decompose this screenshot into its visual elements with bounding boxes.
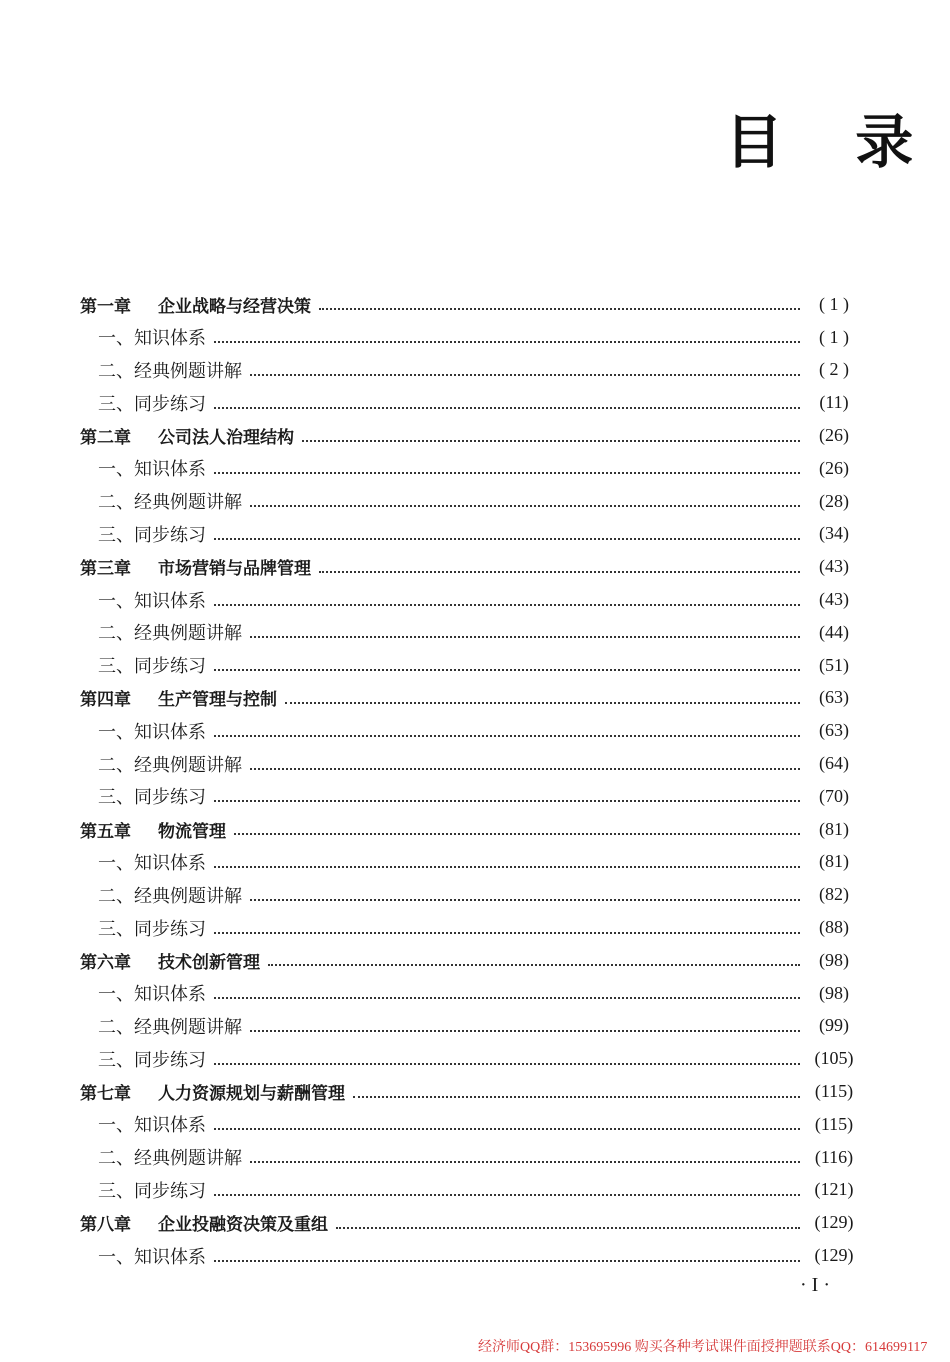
watermark-text: 经济师QQ群：153695996 购买各种考试课件面授押题联系QQ：614699117 — [478, 1340, 928, 1355]
section-title: 三、同步练习 — [98, 1180, 206, 1202]
toc-section-row[interactable] — [80, 518, 860, 551]
page-number: (64) — [819, 753, 849, 774]
page-number: (115) — [814, 1113, 854, 1134]
page-number: (82) — [819, 884, 849, 905]
dot-leader — [214, 997, 800, 999]
section-title: 三、同步练习 — [98, 918, 206, 940]
section-title: 一、知识体系 — [98, 1115, 206, 1137]
dot-leader — [214, 341, 800, 343]
chapter-title: 生产管理与控制 — [158, 690, 277, 711]
chapter-number: 第四章 — [80, 690, 131, 711]
page-number: (70) — [819, 785, 849, 806]
toc-section-row[interactable] — [80, 1239, 860, 1272]
chapter-title: 市场营销与品牌管理 — [158, 559, 311, 580]
toc-chapter-row[interactable] — [80, 419, 860, 452]
chapter-number: 第三章 — [80, 559, 131, 580]
page-number: (121) — [814, 1179, 854, 1200]
page-number: (63) — [819, 687, 849, 708]
toc-section-row[interactable] — [80, 780, 860, 813]
section-title: 二、经典例题讲解 — [98, 360, 242, 382]
dot-leader — [319, 308, 800, 310]
page-number: ( 2 ) — [819, 359, 849, 380]
toc-section-row[interactable] — [80, 649, 860, 682]
section-title: 一、知识体系 — [98, 721, 206, 743]
chapter-number: 第二章 — [80, 428, 131, 449]
toc-section-row[interactable] — [80, 583, 860, 616]
section-title: 三、同步练习 — [98, 1049, 206, 1071]
toc-chapter-row[interactable] — [80, 682, 860, 715]
page-number: (34) — [819, 523, 849, 544]
page-number: ( 1 ) — [819, 293, 849, 314]
chapter-title: 企业投融资决策及重组 — [158, 1215, 328, 1236]
dot-leader — [250, 1030, 800, 1032]
dot-leader — [250, 768, 800, 770]
toc-section-row[interactable] — [80, 485, 860, 518]
chapter-title: 企业战略与经营决策 — [158, 296, 311, 317]
page-number: (98) — [819, 982, 849, 1003]
page-number: (129) — [814, 1212, 854, 1233]
chapter-number: 第五章 — [80, 821, 131, 842]
toc-section-row[interactable] — [80, 1174, 860, 1207]
dot-leader — [214, 932, 800, 934]
page-number: (26) — [819, 425, 849, 446]
page-number: (81) — [819, 818, 849, 839]
section-title: 三、同步练习 — [98, 656, 206, 678]
toc-chapter-row[interactable] — [80, 288, 860, 321]
toc-chapter-row[interactable] — [80, 1206, 860, 1239]
page-number: (44) — [819, 621, 849, 642]
section-title: 二、经典例题讲解 — [98, 623, 242, 645]
page-number: (81) — [819, 851, 849, 872]
toc-section-row[interactable] — [80, 911, 860, 944]
chapter-title: 公司法人治理结构 — [158, 428, 294, 449]
page-number: (105) — [814, 1048, 854, 1069]
page-number: (98) — [819, 949, 849, 970]
toc-section-row[interactable] — [80, 452, 860, 485]
section-title: 三、同步练习 — [98, 787, 206, 809]
dot-leader — [302, 440, 800, 442]
dot-leader — [214, 472, 800, 474]
page-number: (11) — [819, 392, 849, 413]
chapter-title: 人力资源规划与薪酬管理 — [158, 1084, 345, 1105]
toc-section-row[interactable] — [80, 714, 860, 747]
page-number: (88) — [819, 917, 849, 938]
page-number: (99) — [819, 1015, 849, 1036]
page-number: (26) — [819, 457, 849, 478]
toc-title: 目 录 — [725, 108, 940, 176]
dot-leader — [214, 669, 800, 671]
toc-section-row[interactable] — [80, 386, 860, 419]
dot-leader — [214, 1063, 800, 1065]
toc-section-row[interactable] — [80, 616, 860, 649]
page-number: (63) — [819, 720, 849, 741]
toc-chapter-row[interactable] — [80, 1075, 860, 1108]
table-of-contents — [80, 288, 860, 1272]
section-title: 一、知识体系 — [98, 984, 206, 1006]
toc-section-row[interactable] — [80, 878, 860, 911]
dot-leader — [214, 735, 800, 737]
chapter-number: 第六章 — [80, 952, 131, 973]
page-number: (43) — [819, 556, 849, 577]
section-title: 二、经典例题讲解 — [98, 492, 242, 514]
page-number: ( 1 ) — [819, 326, 849, 347]
toc-section-row[interactable] — [80, 354, 860, 387]
chapter-number: 第七章 — [80, 1084, 131, 1105]
page-number: (28) — [819, 490, 849, 511]
dot-leader — [285, 702, 800, 704]
chapter-title: 物流管理 — [158, 821, 226, 842]
page-number: (51) — [819, 654, 849, 675]
section-title: 二、经典例题讲解 — [98, 1016, 242, 1038]
dot-leader — [214, 407, 800, 409]
dot-leader — [214, 1128, 800, 1130]
chapter-number: 第一章 — [80, 296, 131, 317]
section-title: 二、经典例题讲解 — [98, 1148, 242, 1170]
toc-section-row[interactable] — [80, 1042, 860, 1075]
dot-leader — [353, 1096, 800, 1098]
dot-leader — [250, 374, 800, 376]
section-title: 三、同步练习 — [98, 524, 206, 546]
toc-section-row[interactable] — [80, 747, 860, 780]
dot-leader — [250, 899, 800, 901]
toc-section-row[interactable] — [80, 846, 860, 879]
toc-chapter-row[interactable] — [80, 813, 860, 846]
section-title: 一、知识体系 — [98, 459, 206, 481]
chapter-title: 技术创新管理 — [158, 952, 260, 973]
page-number: (43) — [819, 589, 849, 610]
toc-section-row[interactable] — [80, 1141, 860, 1174]
toc-section-row[interactable] — [80, 977, 860, 1010]
dot-leader — [214, 538, 800, 540]
page-folio: · I · — [800, 1274, 830, 1296]
dot-leader — [214, 1194, 800, 1196]
dot-leader — [319, 571, 800, 573]
dot-leader — [214, 800, 800, 802]
chapter-number: 第八章 — [80, 1215, 131, 1236]
dot-leader — [250, 1161, 800, 1163]
section-title: 一、知识体系 — [98, 852, 206, 874]
toc-section-row[interactable] — [80, 321, 860, 354]
dot-leader — [214, 1260, 800, 1262]
section-title: 一、知识体系 — [98, 590, 206, 612]
toc-section-row[interactable] — [80, 1108, 860, 1141]
toc-chapter-row[interactable] — [80, 550, 860, 583]
dot-leader — [250, 636, 800, 638]
page-number: (129) — [814, 1245, 854, 1265]
page-number: (116) — [814, 1146, 854, 1167]
toc-chapter-row[interactable] — [80, 944, 860, 977]
section-title: 一、知识体系 — [98, 1246, 206, 1268]
toc-section-row[interactable] — [80, 1010, 860, 1043]
dot-leader — [268, 964, 800, 966]
section-title: 一、知识体系 — [98, 328, 206, 350]
dot-leader — [214, 604, 800, 606]
section-title: 二、经典例题讲解 — [98, 885, 242, 907]
page-number: (115) — [814, 1081, 854, 1102]
section-title: 三、同步练习 — [98, 393, 206, 415]
dot-leader — [250, 505, 800, 507]
dot-leader — [234, 833, 800, 835]
section-title: 二、经典例题讲解 — [98, 754, 242, 776]
dot-leader — [336, 1227, 800, 1229]
dot-leader — [214, 866, 800, 868]
